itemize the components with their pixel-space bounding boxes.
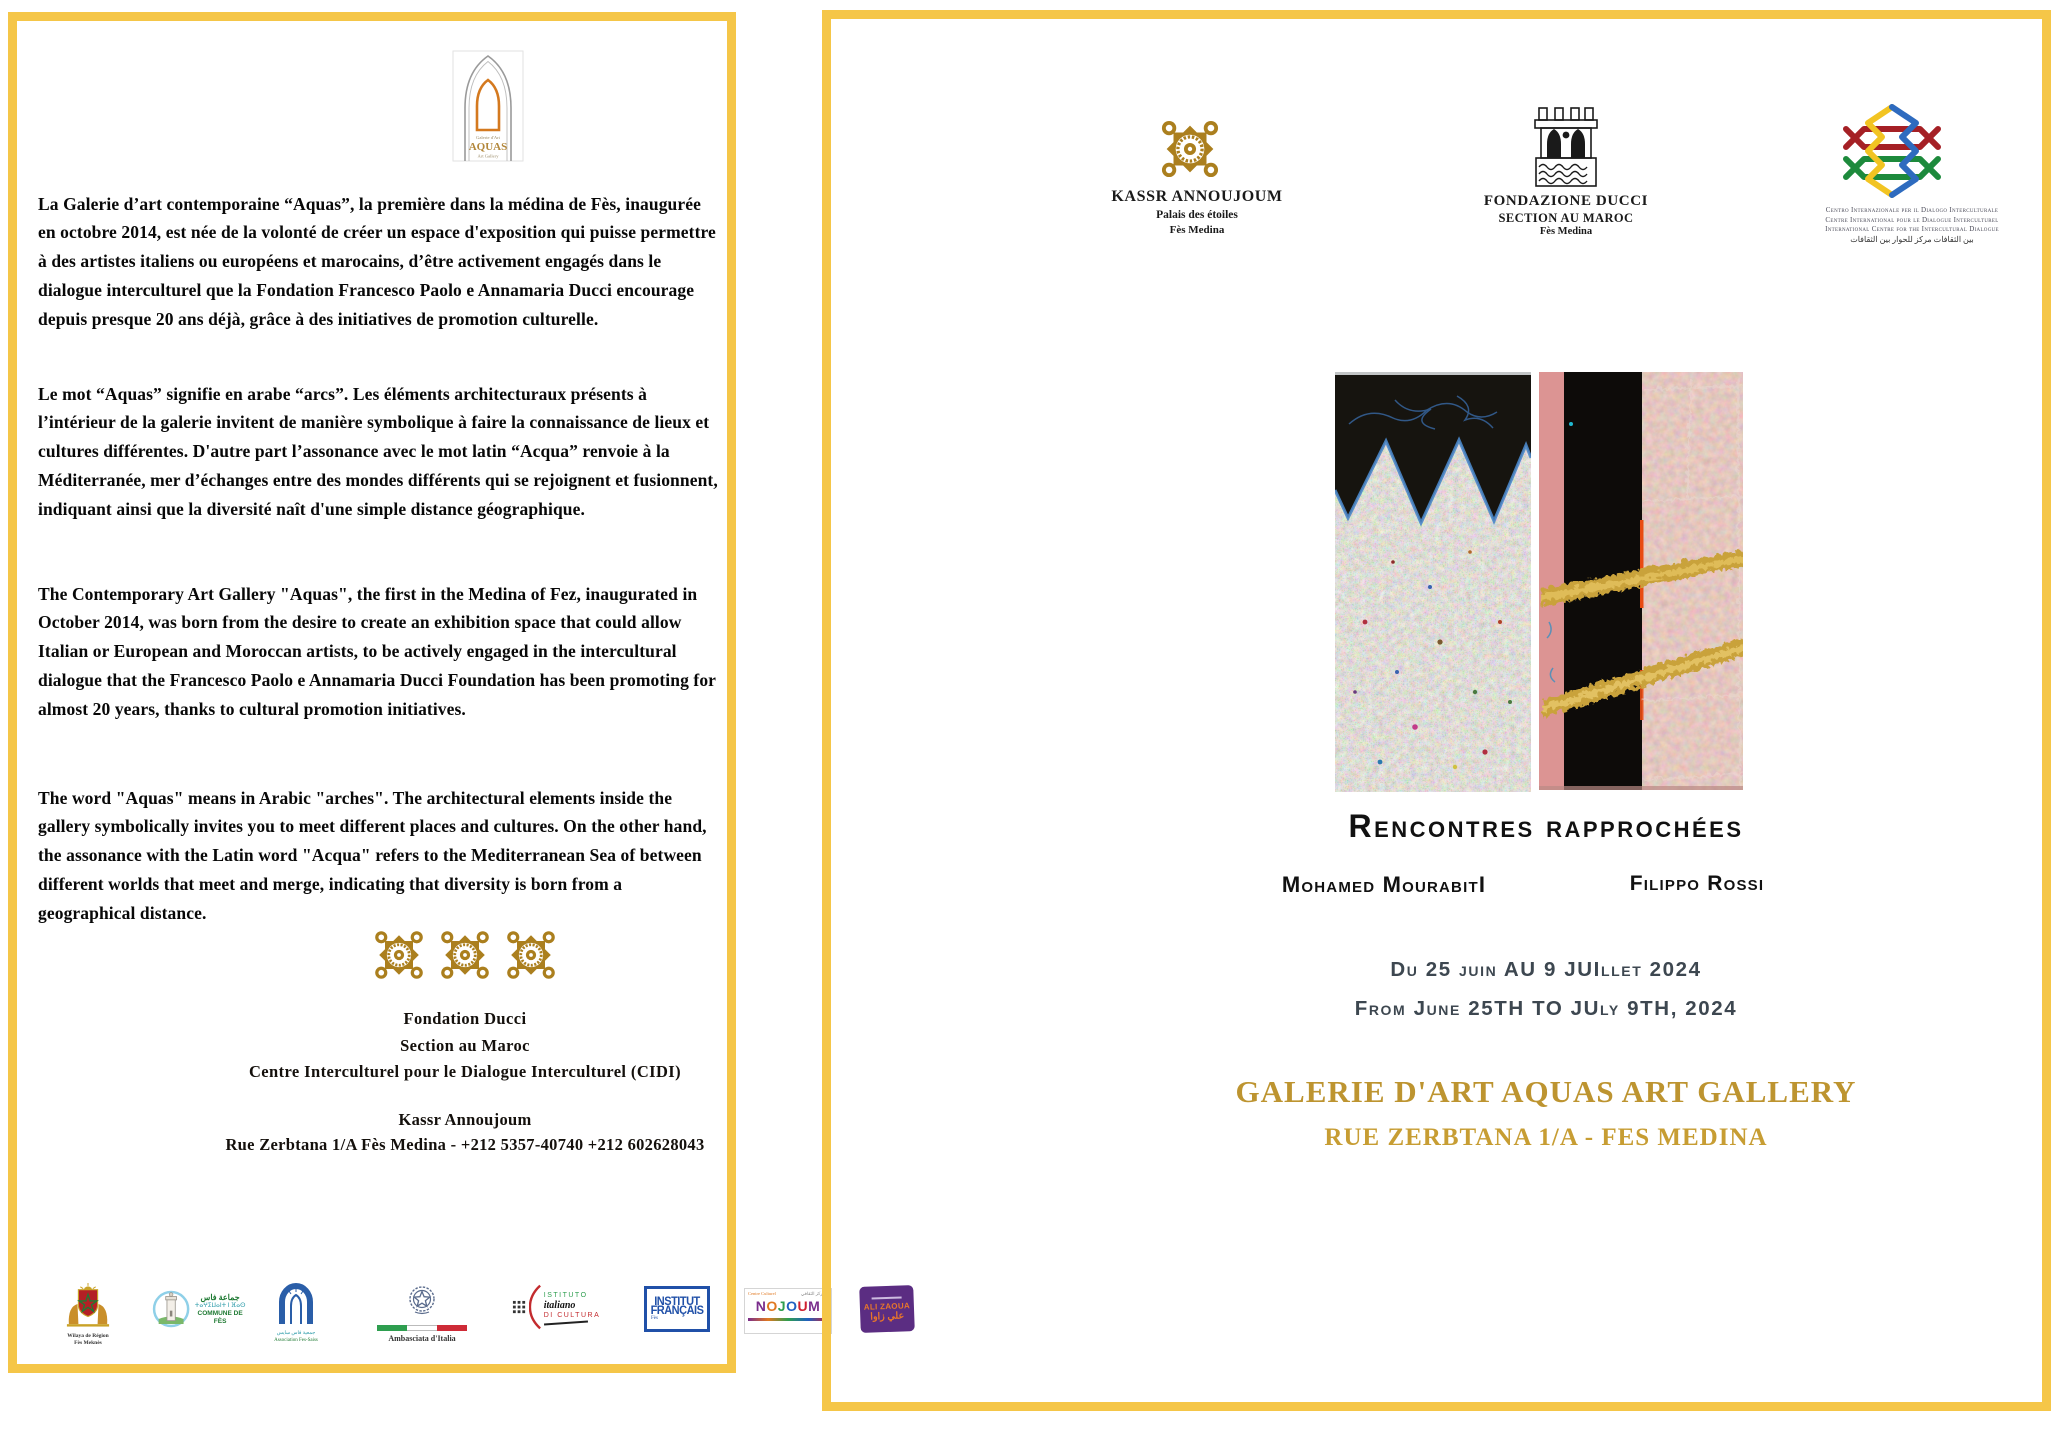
wilaya-caption-2: Fès Meknès [74, 1340, 102, 1346]
gallery-venue-line1: GALERIE D'ART AQUAS ART GALLERY [1235, 1074, 1857, 1109]
cidi-line1: Centro Internazionale per il Dialogo Interculturale [1825, 206, 1999, 214]
artwork-mourabiti-image [1335, 372, 1531, 792]
istituto-line1: ISTITUTO [543, 1291, 588, 1299]
exhibition-title: Rencontres rapprochées [1348, 808, 1744, 844]
foundation-centre: Centre Interculturel pour le Dialogue Interculturel (CIDI) [248, 1062, 681, 1081]
istituto-line2: italiano [543, 1299, 576, 1311]
ducci-sub1: SECTION AU MAROC [1498, 211, 1634, 225]
gallery-venue-line2: RUE ZERBTANA 1/A - FES MEDINA [1324, 1124, 1768, 1151]
nojoum-letter: U [797, 1298, 809, 1314]
kassr-sub2: Fès Medina [1169, 224, 1225, 236]
saiss-arabic: جمعية فاس سايس [276, 1331, 316, 1336]
venue-address-phone: Rue Zerbtana 1/A Fès Medina - +212 5357-40740 +212 602628043 [225, 1134, 705, 1154]
saiss-name: Association Fes-Saiss [274, 1337, 318, 1343]
kassr-sub1: Palais des étoiles [1156, 209, 1238, 221]
ambasciata-caption: Ambasciata d'Italia [388, 1334, 456, 1343]
ali-zaoua-name: ALI ZAOUA [863, 1300, 911, 1312]
aquas-logo-top-text: Galerie d'Art [476, 135, 500, 140]
foundation-section: Section au Maroc [400, 1035, 530, 1055]
artist-name-rossi: Filippo Rossi [1629, 872, 1765, 895]
ducci-title: FONDAZIONE DUCCI [1483, 193, 1649, 209]
institut-city: Fès [651, 1315, 658, 1321]
venue-name: Kassr Annoujoum [398, 1110, 532, 1129]
artist-name-mourabiti: Mohamed MourabitI [1281, 872, 1487, 897]
nojoum-top-left: Centre Culturel [748, 1291, 776, 1296]
ducci-building-icon [1528, 106, 1604, 190]
cidi-knot-icon [1840, 102, 1944, 200]
paragraph-french-2: Le mot “Aquas” signifie en arabe “arcs”. Les éléments architecturaux présents à l’intérieur de la galerie invitent de manière symbolique à faire la connaissance de lieux et cultures différentes. D'autre part l’assonance avec le mot latin “Acqua” renvoie à la Méditerranée, mer d’échanges entre des mondes différents qui se rejoignent et fusionnent, indiquant ainsi que la diversité naît d'une simple distance géographique. [38, 383, 718, 519]
date-line-french: Du 25 juin AU 9 JUIllet 2024 [1390, 958, 1702, 981]
wilaya-caption-1: Wilaya de Région [67, 1333, 109, 1339]
commune-arabic: جماعة فاس [200, 1292, 240, 1302]
cidi-line4-arabic: بين الثقافات مركز للحوار بين الثقافات [1850, 234, 1974, 244]
ducci-sub2: Fès Medina [1539, 226, 1593, 237]
date-line-english: From June 25TH TO JUly 9TH, 2024 [1354, 997, 1738, 1020]
foundation-name: Fondation Ducci [403, 1009, 527, 1028]
artwork-rossi-image [1539, 372, 1743, 790]
istituto-line3: DI CULTURA [543, 1311, 601, 1319]
paragraph-french-1: La Galerie d’art contemporaine “Aquas”, la première dans la médina de Fès, inaugurée en octobre 2014, est née de la volonté de créer un espace d'exposition qui puisse permettre à des artistes italiens ou européens et marocains, d’être activement engagés dans le dialogue interculturel que la Fondation Francesco Paolo e Annamaria Ducci encourage depuis presque 20 ans déjà, grâce à des initiatives de promotion culturelle. [38, 193, 716, 329]
institut-line2: FRANÇAIS [650, 1304, 704, 1317]
aquas-logo-bottom-text: Art Gallery [477, 153, 499, 159]
paragraph-english-2: The word "Aquas" means in Arabic "arches". The architectural elements inside the gallery symbolically invites you to meet different places and cultures. On the other hand, the assonance with the Latin word "Acqua" refers to the Mediterranean Sea of between different worlds that meet and merge, indicating that diversity is born from a geographical distance. [38, 787, 707, 923]
nojoum-letter: M [808, 1298, 821, 1314]
kassr-title: KASSR ANNOUJOUM [1111, 188, 1283, 205]
cidi-line2: Centre International pour le Dialogue Interculturel [1825, 215, 1999, 224]
commune-name: COMMUNE DE FÈS [197, 1309, 243, 1325]
kassr-rosette-icon [1157, 115, 1223, 183]
nojoum-letter: N [755, 1298, 767, 1314]
ali-zaoua-arabic: علي زاوا [870, 1309, 905, 1323]
nojoum-letter: J [777, 1298, 787, 1314]
paragraph-english-1: The Contemporary Art Gallery "Aquas", the first in the Medina of Fez, inaugurated in October 2014, was born from the desire to create an exhibition space that could allow Italian or European and Moroccan artists, to be actively engaged in the intercultural dialogue that the Francesco Paolo e Annamaria Ducci Foundation has been promoting for almost 20 years, thanks to cultural promotion initiatives. [38, 583, 716, 719]
cidi-line3: International Centre for the Intercultural Dialogue [1825, 225, 1999, 233]
nojoum-top-right: المركز الثقافي [801, 1291, 828, 1296]
aquas-logo-name-text: AQUAS [468, 141, 508, 153]
cidi-caption [1825, 206, 1999, 244]
nojoum-letter: O [786, 1298, 798, 1314]
nojoum-letter: O [766, 1298, 778, 1314]
commune-tifinagh: ⵜⴰⵖⵉⵡⴰⵏⵜ ⵏ ⴼⴰⵙ [194, 1302, 246, 1309]
institut-line1: INSTITUT [654, 1295, 700, 1308]
